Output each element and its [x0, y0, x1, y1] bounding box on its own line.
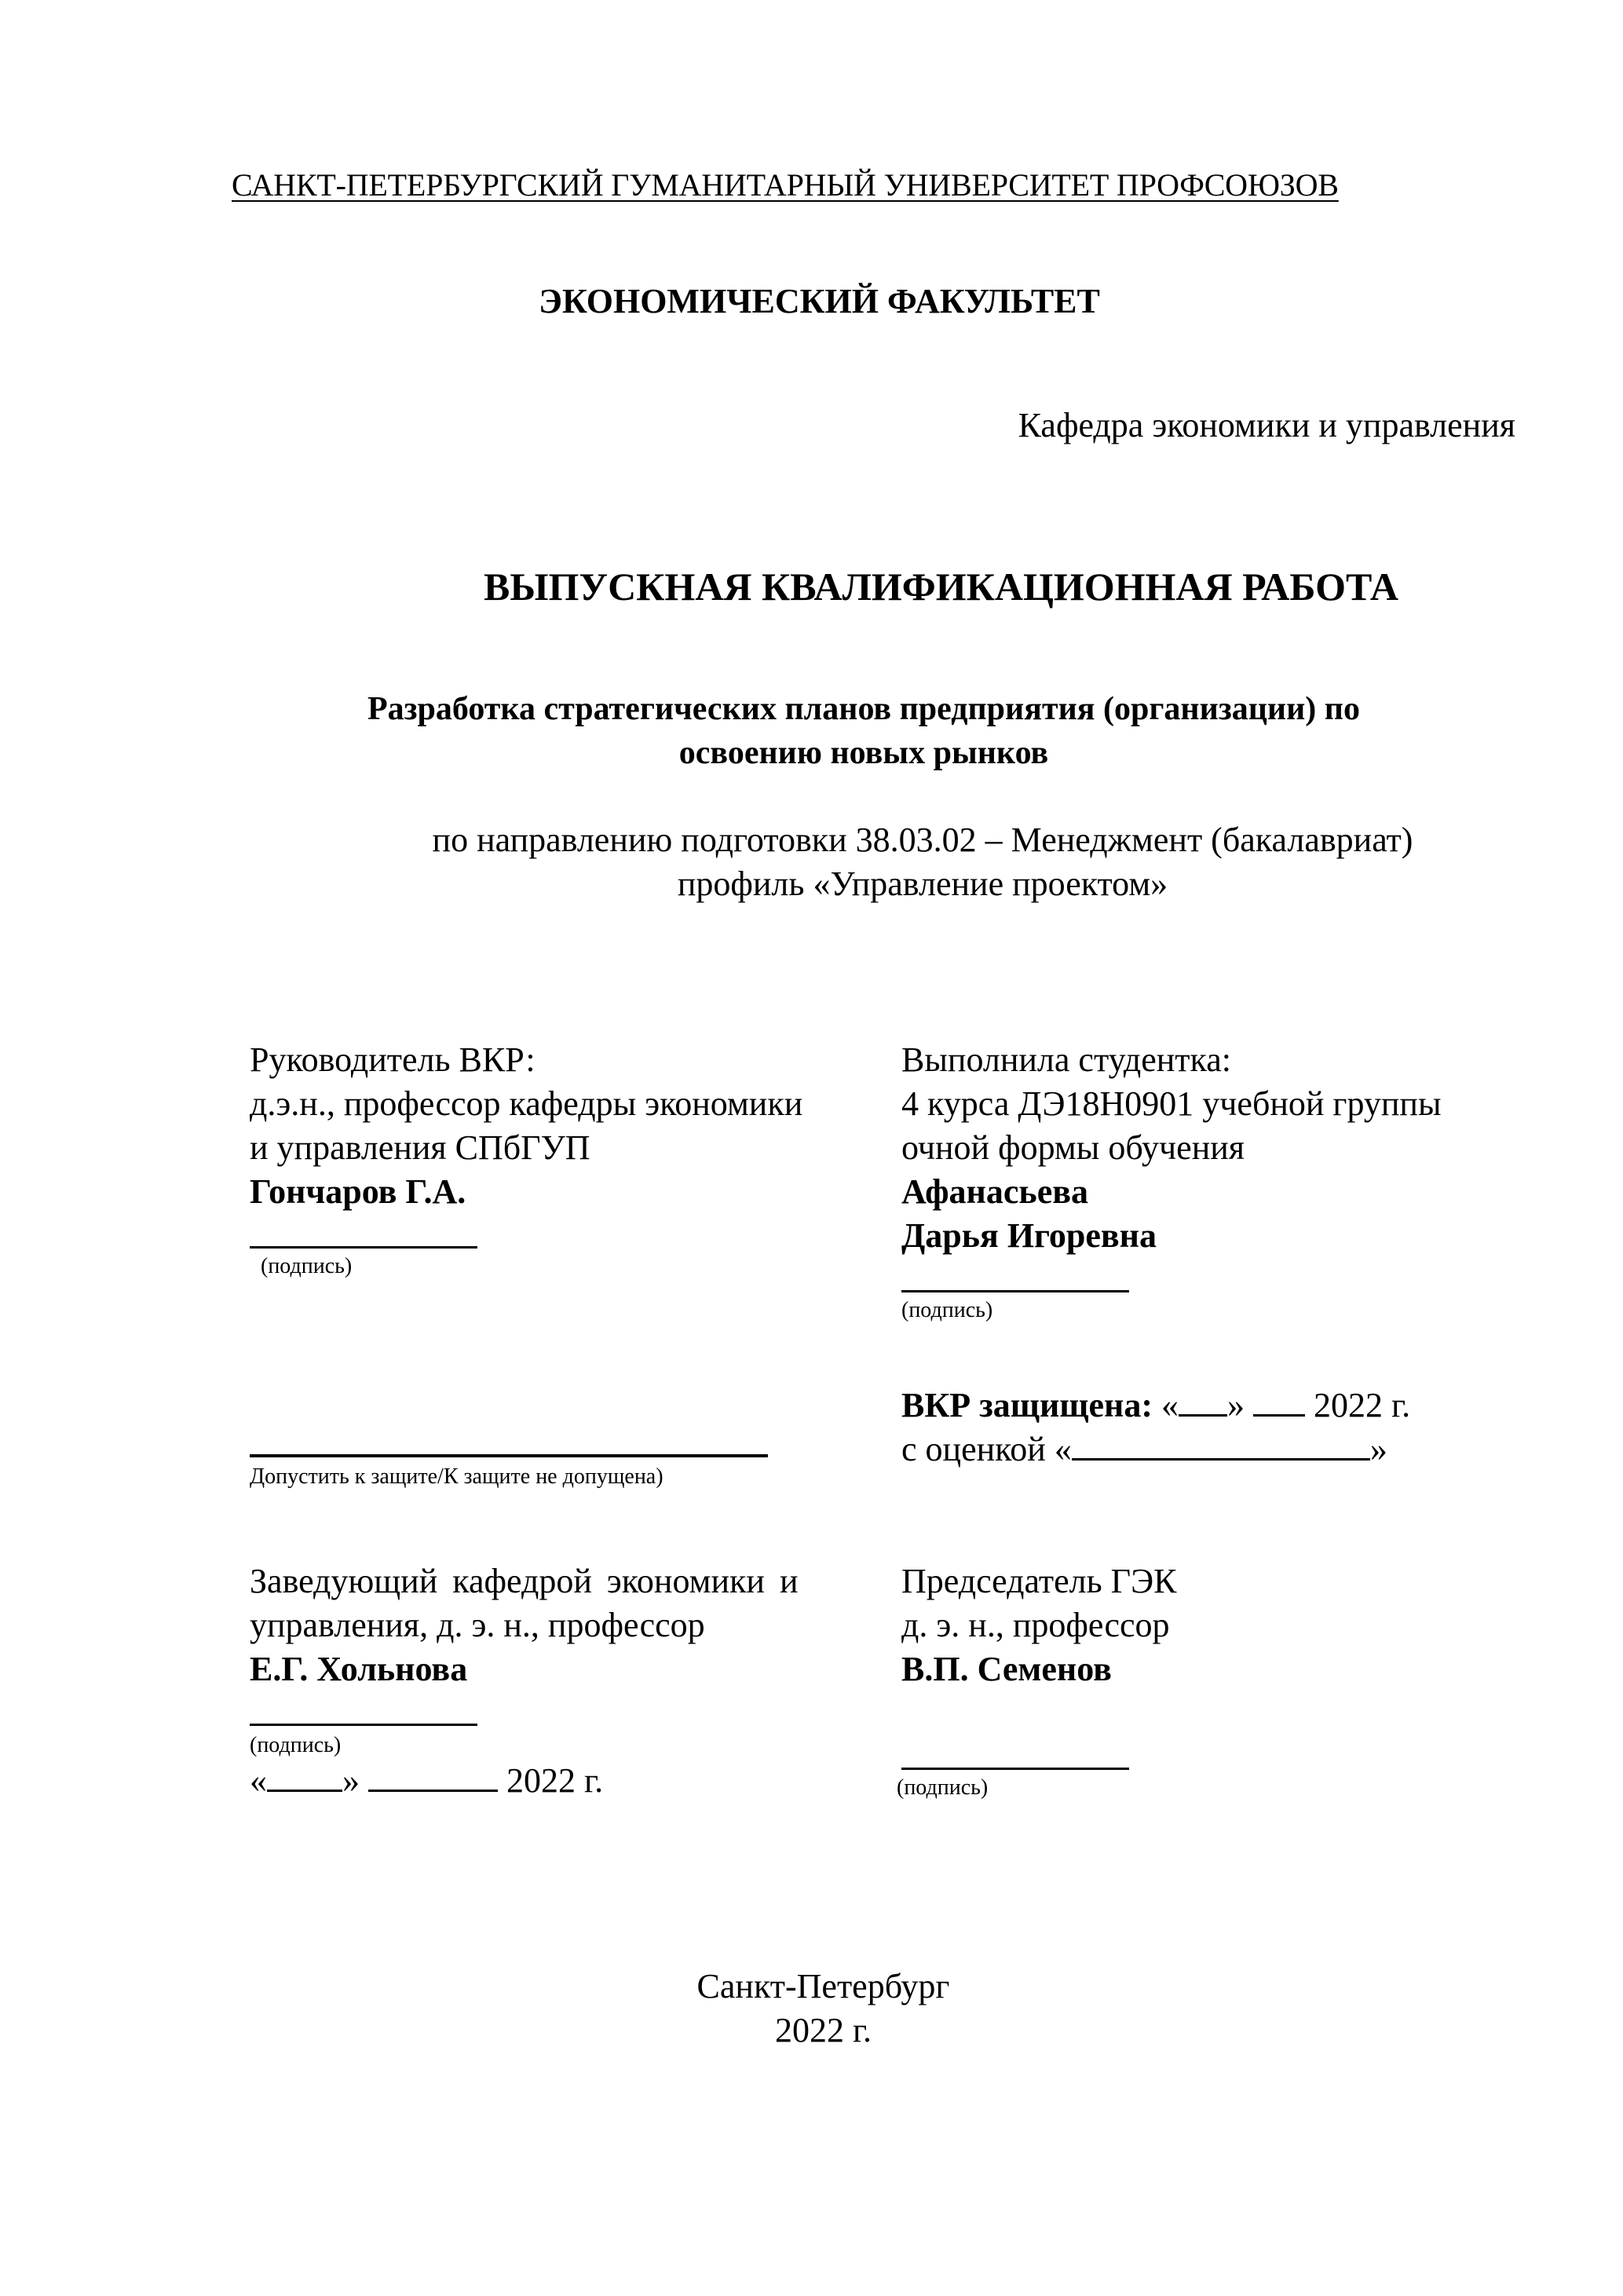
- gek-chairman-block: [897, 1559, 1530, 1801]
- head-date-line: « » 2022 г.: [250, 1761, 604, 1800]
- gek-position-2: д. э. н., профессор: [901, 1606, 1170, 1644]
- admission-caption: Допустить к защите/К защите не допущена): [250, 1464, 663, 1489]
- defense-year: 2022 г.: [1314, 1386, 1411, 1424]
- study-direction: [353, 818, 1492, 906]
- head-name: Е.Г. Хольнова: [250, 1650, 468, 1688]
- defense-month-blank: [1253, 1386, 1305, 1417]
- student-study-form: очной формы обучения: [901, 1128, 1245, 1167]
- faculty-name: ЭКОНОМИЧЕСКИЙ ФАКУЛЬТЕТ: [539, 282, 1100, 320]
- student-signature-line: [901, 1258, 1530, 1302]
- supervisor-signature-line: [250, 1214, 862, 1258]
- profile-line: профиль «Управление проектом»: [677, 865, 1168, 903]
- head-day-blank: [267, 1761, 342, 1792]
- gek-signature-caption: (подпись): [897, 1775, 989, 1800]
- student-group: 4 курса ДЭ18Н0901 учебной группы: [901, 1084, 1442, 1123]
- supervisor-name: Гончаров Г.А.: [250, 1172, 466, 1211]
- footer-year: 2022 г.: [774, 2011, 872, 2049]
- direction-line: по направлению подготовки 38.03.02 – Менеджмент (бакалавриат): [432, 821, 1413, 859]
- head-of-department-block: [250, 1559, 862, 1803]
- student-signature-caption: (подпись): [901, 1298, 993, 1322]
- department-name: Кафедра экономики и управления: [1018, 406, 1515, 444]
- student-block: [901, 1038, 1530, 1324]
- head-month-blank: [368, 1761, 498, 1792]
- student-label: Выполнила студентка:: [901, 1040, 1231, 1079]
- head-year: 2022 г.: [506, 1761, 604, 1800]
- defense-day-blank: [1179, 1386, 1227, 1417]
- topic-line-1: Разработка стратегических планов предприятия (организации) по: [367, 691, 1360, 727]
- head-signature-caption: (подпись): [250, 1733, 342, 1757]
- defense-date-line: ВКР защищена: « » 2022 г.: [901, 1386, 1411, 1424]
- grade-blank: [1072, 1430, 1370, 1461]
- university-name: САНКТ-ПЕТЕРБУРГСКИЙ ГУМАНИТАРНЫЙ УНИВЕРСИТЕТ ПРОФСОЮЗОВ: [232, 167, 1339, 203]
- supervisor-signature-caption: (подпись): [261, 1254, 353, 1278]
- student-surname: Афанасьева: [901, 1172, 1088, 1211]
- topic-line-2: освоению новых рынков: [678, 735, 1049, 771]
- student-given-names: Дарья Игоревна: [901, 1216, 1157, 1255]
- supervisor-label: Руководитель ВКР:: [250, 1040, 536, 1079]
- thesis-topic: [275, 687, 1453, 775]
- head-position-2: управления, д. э. н., профессор: [250, 1606, 705, 1644]
- supervisor-position-2: и управления СПбГУП: [250, 1128, 590, 1167]
- work-type-title: ВЫПУСКНАЯ КВАЛИФИКАЦИОННАЯ РАБОТА: [484, 565, 1398, 609]
- gek-signature-line: [901, 1735, 1530, 1779]
- head-signature-line: [250, 1691, 862, 1735]
- admission-line: [250, 1423, 862, 1467]
- supervisor-position-1: д.э.н., профессор кафедры экономики: [250, 1084, 803, 1123]
- defense-grade-line: с оценкой « »: [901, 1430, 1387, 1468]
- footer: [0, 1965, 1623, 2053]
- supervisor-block: [250, 1038, 862, 1280]
- defense-label: ВКР защищена:: [901, 1386, 1153, 1424]
- admission-block: [250, 1423, 862, 1490]
- head-position-1: Заведующий кафедрой экономики и: [250, 1562, 799, 1600]
- footer-city: Санкт-Петербург: [696, 1967, 950, 2005]
- gek-name: В.П. Семенов: [901, 1650, 1112, 1688]
- grade-label: с оценкой «: [901, 1430, 1072, 1468]
- gek-position-1: Председатель ГЭК: [901, 1562, 1177, 1600]
- defense-block: [901, 1384, 1530, 1472]
